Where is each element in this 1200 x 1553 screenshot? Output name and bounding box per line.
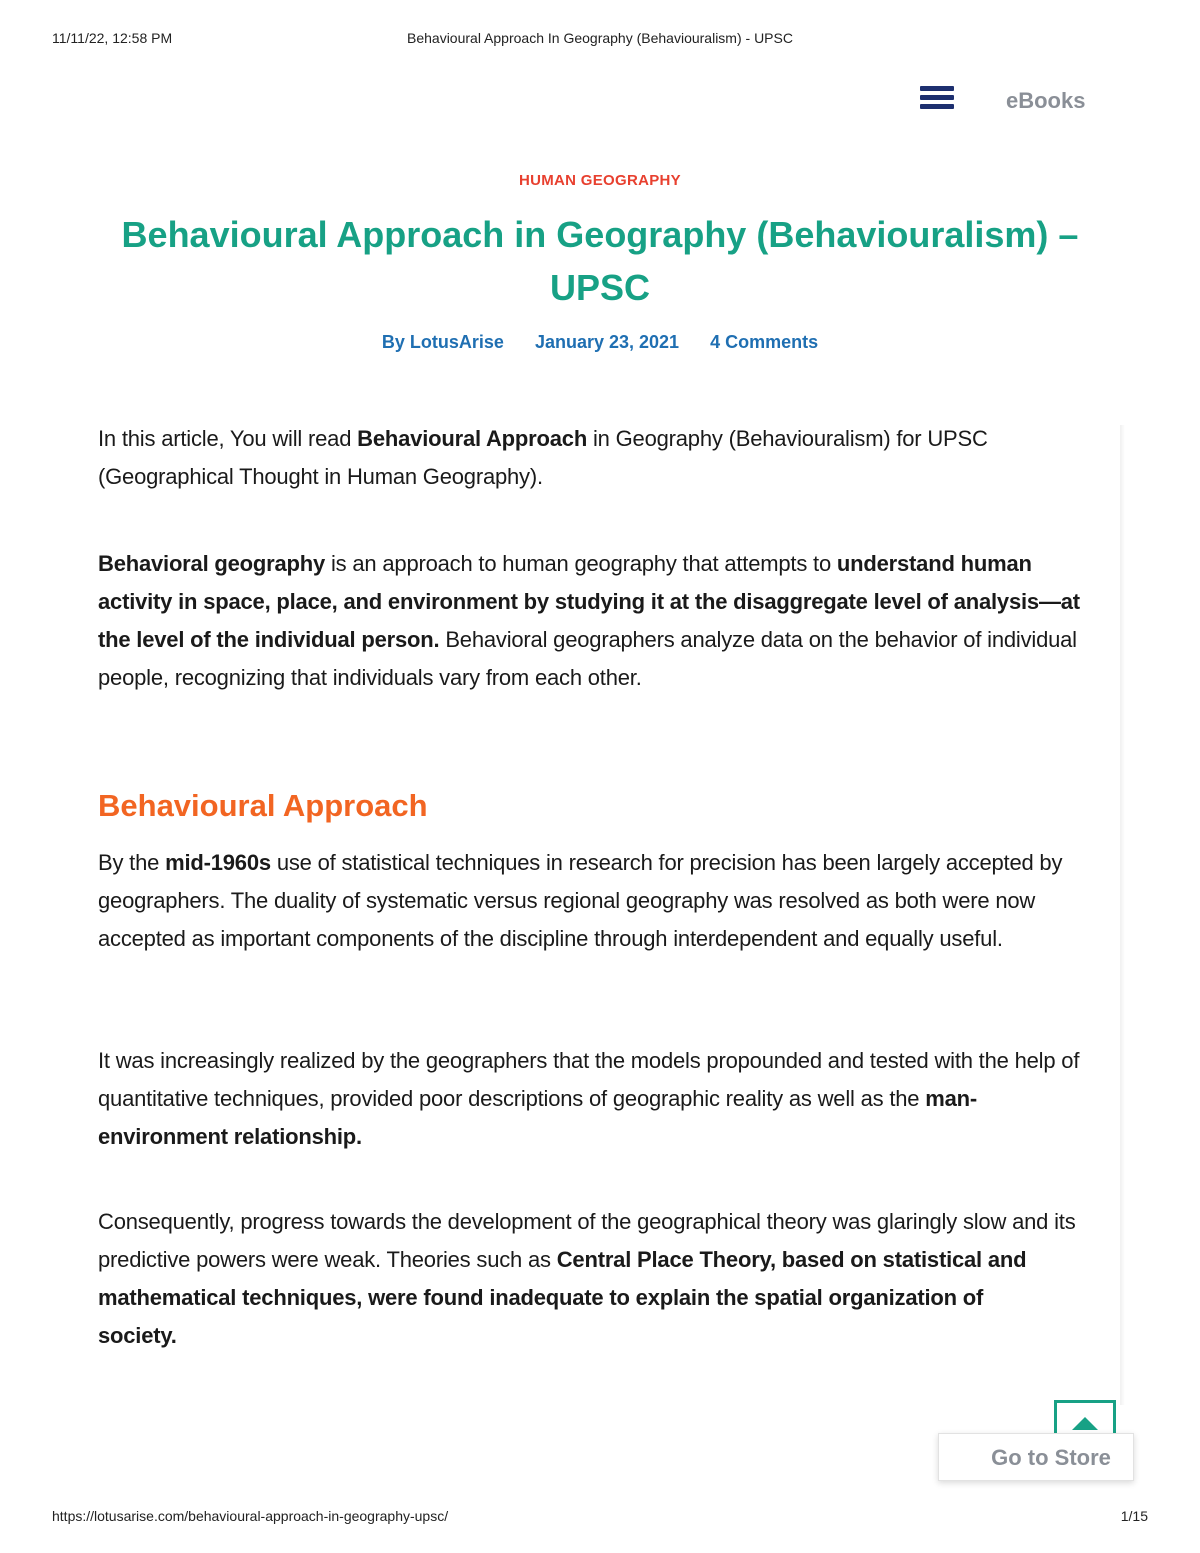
go-to-store-button[interactable]: Go to Store bbox=[938, 1433, 1134, 1481]
bold-run: society. bbox=[98, 1323, 177, 1348]
post-date-link[interactable]: January 23, 2021 bbox=[534, 332, 680, 352]
text-run: use of statistical techniques in research for precision has been largely accepted by geographers. The duality of systematic versus regional geography was resolved as both were now accepted as important components of the discipline through interdependent and equally useful. bbox=[98, 850, 1063, 951]
site-navigation bbox=[0, 82, 1200, 122]
section-heading: Behavioural Approach bbox=[98, 788, 428, 823]
text-run: Consequently, progress towards the development of the geographical theory was glaringly slow and its predictive powers were weak. Theories such as bbox=[98, 1209, 1076, 1272]
print-document-title: Behavioural Approach In Geography (Behaviouralism) - UPSC bbox=[407, 30, 793, 46]
intro-paragraph bbox=[98, 420, 1098, 496]
text-run: In this article, You will read bbox=[98, 426, 358, 451]
arrow-up-icon bbox=[1072, 1417, 1098, 1430]
text-run: in Geography (Behaviouralism) for UPSC (Geographical Thought in Human Geography). bbox=[98, 426, 988, 489]
post-meta bbox=[0, 332, 1200, 353]
history-paragraph bbox=[98, 844, 1098, 958]
bold-run: understand human activity in space, place, and environment by studying it at the disaggregate level of analysis—at the level of the individual person. bbox=[98, 551, 1080, 652]
article-body bbox=[98, 420, 1098, 1348]
text-run: Behavioral geographers analyze data on the behavior of individual people, recognizing that individuals vary from each other. bbox=[98, 627, 1077, 690]
bold-run: mid-1960s bbox=[165, 850, 271, 875]
bold-run: Central Place Theory, based on statistical and mathematical techniques, were found inadequate to explain the spatial organization of bbox=[98, 1247, 1027, 1310]
print-url: https://lotusarise.com/behavioural-approach-in-geography-upsc/ bbox=[52, 1508, 449, 1524]
bold-run: Behavioural Approach bbox=[357, 426, 588, 451]
definition-paragraph bbox=[98, 545, 1098, 697]
print-header bbox=[0, 30, 1200, 50]
ebooks-link[interactable]: eBooks bbox=[1006, 88, 1086, 113]
author-link[interactable]: By LotusArise bbox=[381, 332, 504, 352]
print-datetime: 11/11/22, 12:58 PM bbox=[52, 30, 173, 46]
text-run: It was increasingly realized by the geographers that the models propounded and tested with the help of quantitative techniques, provided poor descriptions of geographic reality as well as the bbox=[98, 1048, 1080, 1111]
criticism-paragraph bbox=[98, 1042, 1098, 1156]
page-title: Behavioural Approach in Geography (Behaviouralism) – UPSC bbox=[121, 214, 1079, 308]
text-run: By the bbox=[98, 850, 166, 875]
page-number: 1/15 bbox=[1120, 1508, 1148, 1524]
bold-run: man-environment relationship. bbox=[98, 1086, 978, 1149]
post-category[interactable]: HUMAN GEOGRAPHY bbox=[518, 172, 681, 189]
consequence-paragraph bbox=[98, 1203, 1098, 1355]
hamburger-menu-icon[interactable] bbox=[920, 86, 954, 116]
comments-link[interactable]: 4 Comments bbox=[710, 332, 819, 352]
text-run: is an approach to human geography that attempts to bbox=[325, 551, 837, 576]
print-footer bbox=[0, 1508, 1200, 1528]
bold-run: Behavioral geography bbox=[98, 551, 326, 576]
content-column-edge bbox=[1120, 425, 1125, 1405]
